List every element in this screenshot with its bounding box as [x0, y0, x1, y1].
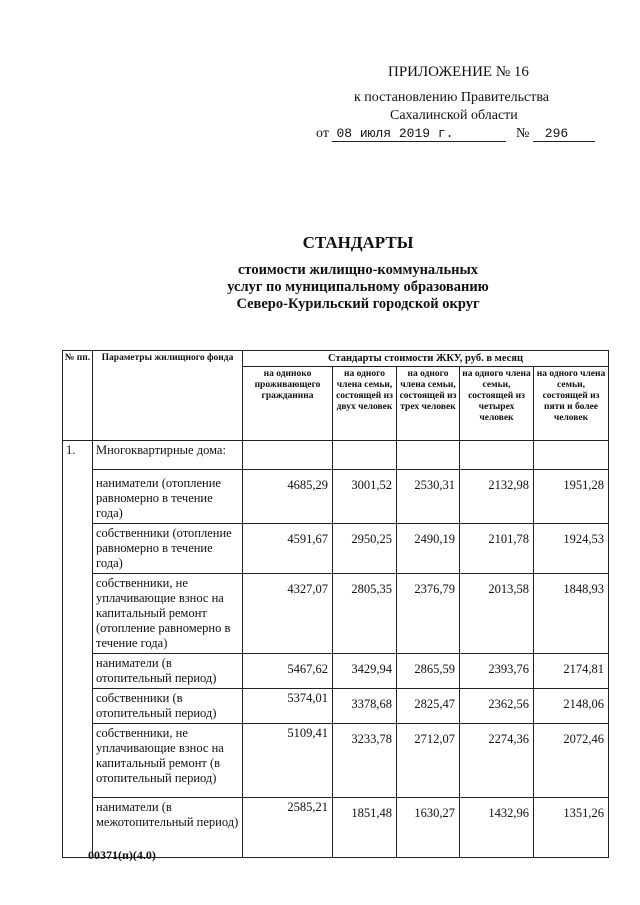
cell-value: 3001,52 [333, 470, 397, 524]
cell-value: 2585,21 [243, 798, 333, 858]
cell-value: 2148,06 [534, 689, 609, 724]
row-label: собственники, не уплачивающие взнос на капитальный ремонт (в отопительный период) [93, 724, 243, 798]
header-col-four: на одного члена семьи, состоящей из четырех человек [460, 367, 534, 441]
table-row [63, 654, 609, 689]
standards-table [62, 350, 609, 858]
cell-value: 1924,53 [534, 524, 609, 574]
cell-value: 2490,19 [397, 524, 460, 574]
resolution-line: к постановлению Правительства [354, 90, 550, 105]
cell-value: 2101,78 [460, 524, 534, 574]
document-date: 08 июля 2019 г. [332, 126, 506, 142]
cell-value: 2013,58 [460, 574, 534, 654]
cell-value: 2712,07 [397, 724, 460, 798]
header-no: № пп. [63, 351, 93, 441]
section-row [63, 441, 609, 470]
row-label: наниматели (в межотопительный период) [93, 798, 243, 858]
row-label: наниматели (в отопительный период) [93, 654, 243, 689]
table-row [63, 689, 609, 724]
cell-value: 2393,76 [460, 654, 534, 689]
from-label: от [316, 126, 329, 141]
header-params: Параметры жилищного фонда [93, 351, 243, 441]
header-col-two: на одного члена семьи, состоящей из двух человек [333, 367, 397, 441]
row-label: собственники (отопление равномерно в течение года) [93, 524, 243, 574]
cell-value: 3233,78 [333, 724, 397, 798]
cell-value: 1951,28 [534, 470, 609, 524]
cell-value: 3378,68 [333, 689, 397, 724]
cell-value: 2805,35 [333, 574, 397, 654]
cell-value: 1351,26 [534, 798, 609, 858]
table-row [63, 724, 609, 798]
document-number: 296 [533, 126, 595, 142]
cell-value: 3429,94 [333, 654, 397, 689]
row-label: наниматели (отопление равномерно в течение года) [93, 470, 243, 524]
cell-value: 1432,96 [460, 798, 534, 858]
cell-value: 2132,98 [460, 470, 534, 524]
header-col-five: на одного члена семьи, состоящей из пяти и более человек [534, 367, 609, 441]
cell-value: 1630,27 [397, 798, 460, 858]
cell-value: 4591,67 [243, 524, 333, 574]
header-col-single: на одиноко проживающего гражданина [243, 367, 333, 441]
date-line [316, 126, 595, 142]
cell-value: 2825,47 [397, 689, 460, 724]
region-line: Сахалинской области [390, 108, 518, 123]
cell-value: 2174,81 [534, 654, 609, 689]
cell-value: 1851,48 [333, 798, 397, 858]
cell-value: 2274,36 [460, 724, 534, 798]
cell-value: 2362,56 [460, 689, 534, 724]
subtitle-line: услуг по муниципальному образованию [227, 279, 489, 295]
cell-value: 4327,07 [243, 574, 333, 654]
cell-value: 2865,59 [397, 654, 460, 689]
cell-value: 2376,79 [397, 574, 460, 654]
row-label: собственники, не уплачивающие взнос на капитальный ремонт (отопление равномерно в течение года) [93, 574, 243, 654]
number-label: № [515, 126, 530, 141]
table-row [63, 524, 609, 574]
subtitle-line: Северо-Курильский городской округ [236, 296, 480, 312]
form-code: 00371(п)(4.0) [88, 848, 156, 862]
subtitle [0, 262, 640, 313]
header-col-three: на одного члена семьи, состоящей из трех человек [397, 367, 460, 441]
subtitle-line: стоимости жилищно-коммунальных [237, 262, 479, 278]
header-group: Стандарты стоимости ЖКУ, руб. в месяц [243, 351, 609, 367]
section-label: Многоквартирные дома: [93, 441, 243, 470]
cell-value: 5109,41 [243, 724, 333, 798]
row-label: собственники (в отопительный период) [93, 689, 243, 724]
appendix-title: ПРИЛОЖЕНИЕ № 16 [388, 64, 529, 80]
page-title: СТАНДАРТЫ [302, 233, 414, 252]
cell-value: 4685,29 [243, 470, 333, 524]
table-row [63, 574, 609, 654]
cell-value: 2072,46 [534, 724, 609, 798]
section-number: 1. [63, 441, 93, 858]
cell-value: 2530,31 [397, 470, 460, 524]
table-row [63, 470, 609, 524]
cell-value: 5374,01 [243, 689, 333, 724]
cell-value: 2950,25 [333, 524, 397, 574]
cell-value: 1848,93 [534, 574, 609, 654]
cell-value: 5467,62 [243, 654, 333, 689]
